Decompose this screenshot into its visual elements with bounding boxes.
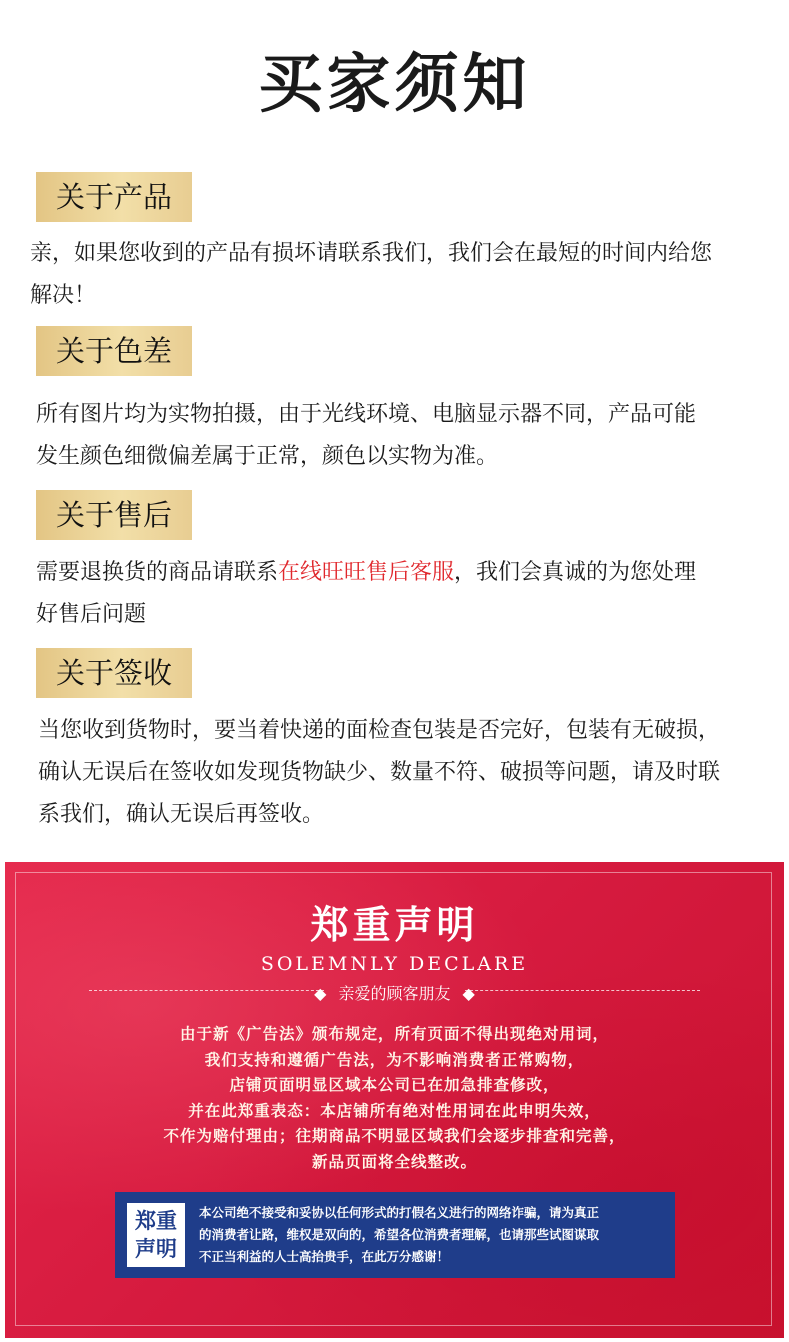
section-heading-color: 关于色差	[36, 326, 192, 376]
text-line: 并在此郑重表态：本店铺所有绝对性用词在此申明失效，	[188, 1101, 601, 1120]
text-line: 本公司绝不接受和妥协以任何形式的打假名义进行的网络诈骗，请为真正	[199, 1205, 600, 1220]
text-line: 的消费者让路，维权是双向的，希望各位消费者理解，也请那些试图谋取	[199, 1227, 600, 1242]
text-line: 系我们，确认无误后再签收。	[38, 802, 325, 827]
declaration-banner	[5, 862, 784, 1338]
diamond-icon: ◆	[314, 984, 327, 1003]
greeting	[5, 981, 784, 1004]
diamond-icon: ◆	[462, 984, 475, 1003]
text-segment: ，我们会真诚的为您处理	[454, 560, 697, 585]
notice-badge	[127, 1203, 185, 1267]
text-line: 由于新《广告法》颁布规定，所有页面不得出现绝对用词，	[179, 1025, 609, 1043]
badge-line: 郑重	[135, 1209, 177, 1233]
text-line: 发生颜色细微偏差属于正常，颜色以实物为准。	[36, 444, 499, 469]
page-title: 买家须知	[258, 48, 531, 122]
text-line: 新品页面将全线整改。	[311, 1152, 477, 1171]
greeting-text: 亲爱的顾客朋友	[338, 984, 451, 1003]
section-body-product	[30, 233, 765, 317]
text-line: 好售后问题	[36, 602, 147, 627]
section-body-color	[36, 394, 771, 478]
text-line: 不作为赔付理由；往期商品不明显区域我们会逐步排查和完善，	[163, 1127, 626, 1146]
text-line: 确认无误后在签收如发现货物缺少、数量不符、破损等问题，请及时联	[38, 760, 721, 785]
text-line: 店铺页面明显区域本公司已在加急排查修改，	[229, 1076, 560, 1095]
declaration-title: 郑重声明	[310, 903, 479, 947]
text-line: 我们支持和遵循广告法，为不影响消费者正常购物，	[204, 1050, 585, 1069]
anti-fraud-notice	[115, 1192, 675, 1278]
section-body-aftersale	[36, 552, 771, 636]
badge-line: 声明	[135, 1237, 177, 1261]
notice-text	[199, 1202, 665, 1268]
declaration-subtitle: SOLEMNLY DECLARE	[260, 953, 529, 975]
declaration-text	[5, 1022, 784, 1176]
aftersale-service-link[interactable]: 在线旺旺售后客服	[278, 560, 455, 585]
text-line: 亲，如果您收到的产品有损坏请联系我们，我们会在最短的时间内给您	[30, 241, 713, 266]
text-line: 所有图片均为实物拍摄，由于光线环境、电脑显示器不同，产品可能	[36, 402, 697, 427]
text-segment: 需要退换货的商品请联系	[36, 560, 279, 585]
section-body-signing	[38, 710, 773, 836]
section-heading-aftersale: 关于售后	[36, 490, 192, 540]
text-line: 当您收到货物时，要当着快递的面检查包装是否完好，包装有无破损，	[38, 718, 721, 743]
section-heading-product: 关于产品	[36, 172, 192, 222]
text-line: 不正当利益的人士高抬贵手，在此万分感谢！	[199, 1249, 450, 1264]
section-heading-signing: 关于签收	[36, 648, 192, 698]
text-line: 解决！	[30, 283, 97, 308]
text-line	[36, 552, 771, 594]
